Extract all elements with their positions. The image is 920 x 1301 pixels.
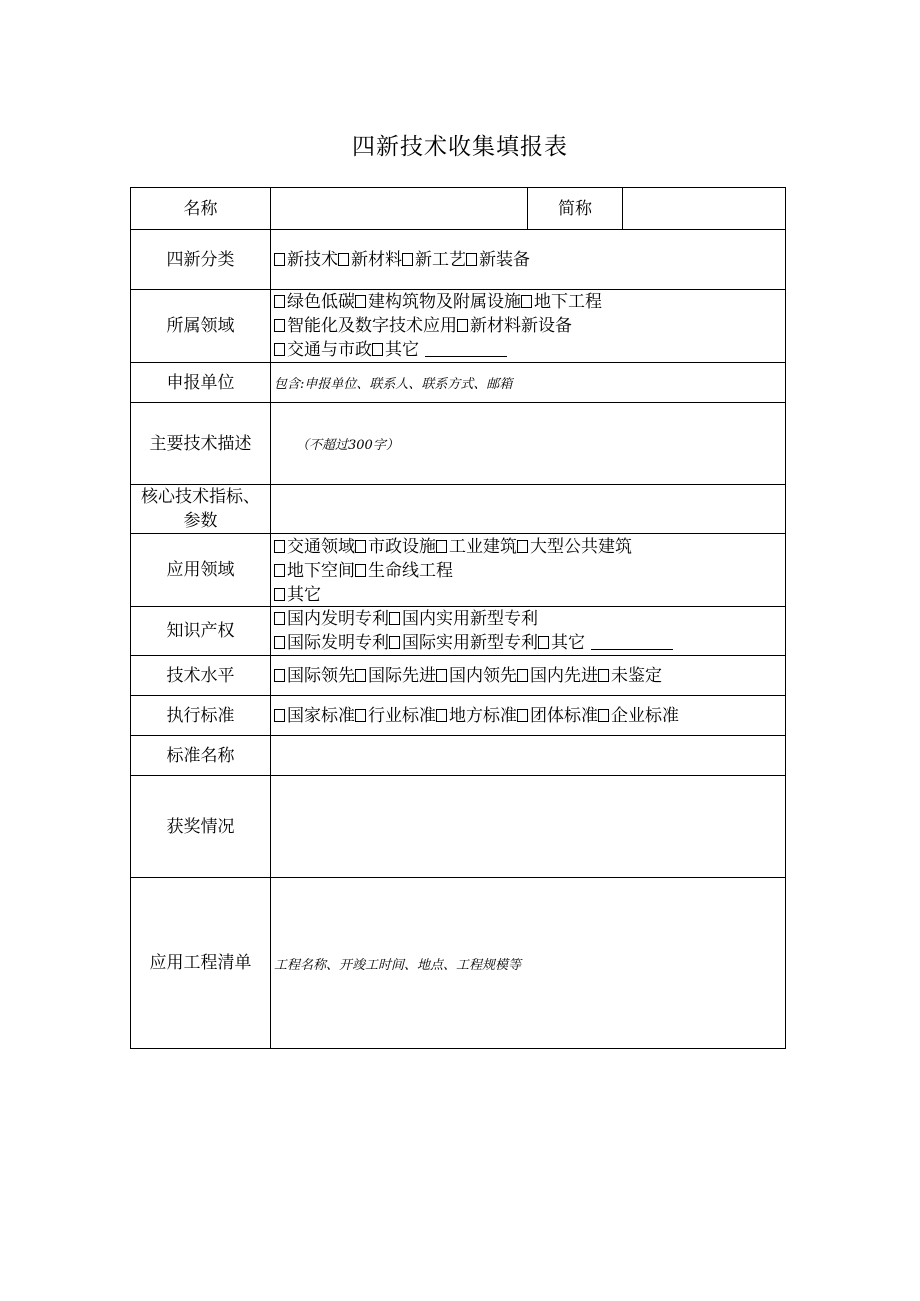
option-label: 大型公共建筑 xyxy=(530,537,632,557)
option-label: 国际先进 xyxy=(368,665,436,686)
row-ip xyxy=(131,607,786,656)
category-label: 四新分类 xyxy=(131,230,271,290)
checkbox-other-application[interactable] xyxy=(274,588,285,601)
checkbox-industrial[interactable] xyxy=(436,540,447,553)
checkbox-intl-advanced[interactable] xyxy=(355,669,366,682)
option-label: 其它 xyxy=(385,340,419,360)
option-label: 国内实用新型专利 xyxy=(402,609,538,629)
standard-name-label: 标准名称 xyxy=(131,736,271,776)
row-name xyxy=(131,188,786,230)
option-label: 国内领先 xyxy=(449,665,517,686)
application-field-label: 应用领域 xyxy=(131,534,271,607)
option-label: 其它 xyxy=(287,585,321,603)
checkbox-intl-leading[interactable] xyxy=(274,669,285,682)
checkbox-new-material-equipment[interactable] xyxy=(457,319,468,332)
option-label: 其它 xyxy=(551,633,585,653)
checkbox-domestic-advanced[interactable] xyxy=(517,669,528,682)
row-standard-name xyxy=(131,736,786,776)
awards-input-cell[interactable] xyxy=(271,776,786,878)
level-options xyxy=(271,656,786,696)
checkbox-domestic-leading[interactable] xyxy=(436,669,447,682)
indicators-input-cell[interactable] xyxy=(271,485,786,534)
checkbox-transport[interactable] xyxy=(274,540,285,553)
checkbox-green-low-carbon[interactable] xyxy=(274,295,285,308)
option-label: 国际领先 xyxy=(287,665,355,686)
row-awards xyxy=(131,776,786,878)
description-cell[interactable] xyxy=(271,403,786,485)
row-unit xyxy=(131,363,786,403)
checkbox-enterprise-standard[interactable] xyxy=(598,709,609,722)
checkbox-industry-standard[interactable] xyxy=(355,709,366,722)
checkbox-intl-invention[interactable] xyxy=(274,636,285,649)
level-label: 技术水平 xyxy=(131,656,271,696)
indicators-label-line2: 参数 xyxy=(183,511,218,531)
checkbox-lifeline[interactable] xyxy=(355,564,366,577)
standard-label: 执行标准 xyxy=(131,696,271,736)
checkbox-intl-utility[interactable] xyxy=(389,636,400,649)
option-label: 团体标准 xyxy=(530,705,598,726)
checkbox-underground[interactable] xyxy=(521,295,532,308)
checkbox-public-building[interactable] xyxy=(517,540,528,553)
option-label: 国际实用新型专利 xyxy=(402,633,538,653)
option-label: 交通与市政 xyxy=(287,340,372,360)
description-hint: （不超过300字） xyxy=(296,438,399,453)
checkbox-transport-municipal[interactable] xyxy=(274,343,285,356)
short-name-label: 简称 xyxy=(528,188,623,230)
application-field-options xyxy=(271,534,786,607)
checkbox-underground-space[interactable] xyxy=(274,564,285,577)
option-label: 智能化及数字技术应用 xyxy=(287,316,457,336)
row-level xyxy=(131,656,786,696)
option-label: 建构筑物及附属设施 xyxy=(368,292,521,312)
short-name-input-cell[interactable] xyxy=(623,188,786,230)
report-form-table xyxy=(130,187,786,1049)
standard-options xyxy=(271,696,786,736)
field-label: 所属领域 xyxy=(131,290,271,363)
unit-label: 申报单位 xyxy=(131,363,271,403)
ip-options xyxy=(271,607,786,656)
name-input-cell[interactable] xyxy=(271,188,528,230)
checkbox-new-equipment[interactable] xyxy=(466,253,477,266)
checkbox-municipal[interactable] xyxy=(355,540,366,553)
checkbox-other-ip[interactable] xyxy=(538,636,549,649)
option-label: 国际发明专利 xyxy=(287,633,389,653)
field-options xyxy=(271,290,786,363)
name-label: 名称 xyxy=(131,188,271,230)
checkbox-domestic-utility[interactable] xyxy=(389,612,400,625)
checkbox-local-standard[interactable] xyxy=(436,709,447,722)
option-label: 新材料新设备 xyxy=(470,316,572,336)
row-field xyxy=(131,290,786,363)
checkbox-domestic-invention[interactable] xyxy=(274,612,285,625)
option-label: 未鉴定 xyxy=(611,665,662,686)
option-label: 新工艺 xyxy=(415,249,466,270)
category-options xyxy=(271,230,786,290)
other-field-blank[interactable] xyxy=(425,342,507,357)
checkbox-national-standard[interactable] xyxy=(274,709,285,722)
indicators-label-line1: 核心技术指标、 xyxy=(141,487,260,507)
projects-label: 应用工程清单 xyxy=(131,878,271,1049)
row-standard xyxy=(131,696,786,736)
option-label: 市政设施 xyxy=(368,537,436,557)
unit-hint[interactable]: 包含:申报单位、联系人、联系方式、邮箱 xyxy=(271,363,786,403)
standard-name-input-cell[interactable] xyxy=(271,736,786,776)
checkbox-new-tech[interactable] xyxy=(274,253,285,266)
option-label: 企业标准 xyxy=(611,705,679,726)
row-indicators xyxy=(131,485,786,534)
option-label: 国内发明专利 xyxy=(287,609,389,629)
row-description xyxy=(131,403,786,485)
form-title: 四新技术收集填报表 xyxy=(352,134,568,160)
option-label: 地方标准 xyxy=(449,705,517,726)
checkbox-new-process[interactable] xyxy=(402,253,413,266)
option-label: 生命线工程 xyxy=(368,561,453,581)
description-label: 主要技术描述 xyxy=(131,403,271,485)
option-label: 交通领域 xyxy=(287,537,355,557)
row-application-field xyxy=(131,534,786,607)
option-label: 地下工程 xyxy=(534,292,602,312)
projects-hint[interactable]: 工程名称、开竣工时间、地点、工程规模等 xyxy=(271,878,786,1049)
option-label: 国家标准 xyxy=(287,705,355,726)
checkbox-new-material[interactable] xyxy=(338,253,349,266)
checkbox-buildings[interactable] xyxy=(355,295,366,308)
option-label: 新装备 xyxy=(479,249,530,270)
checkbox-digital-tech[interactable] xyxy=(274,319,285,332)
option-label: 绿色低碳 xyxy=(287,292,355,312)
indicators-label xyxy=(131,485,271,534)
option-label: 行业标准 xyxy=(368,705,436,726)
awards-label: 获奖情况 xyxy=(131,776,271,878)
option-label: 地下空间 xyxy=(287,561,355,581)
checkbox-other-field[interactable] xyxy=(372,343,383,356)
row-projects xyxy=(131,878,786,1049)
row-category xyxy=(131,230,786,290)
checkbox-not-appraised[interactable] xyxy=(598,669,609,682)
option-label: 新材料 xyxy=(351,249,402,270)
other-ip-blank[interactable] xyxy=(591,635,673,650)
option-label: 国内先进 xyxy=(530,665,598,686)
option-label: 工业建筑 xyxy=(449,537,517,557)
option-label: 新技术 xyxy=(287,249,338,270)
checkbox-group-standard[interactable] xyxy=(517,709,528,722)
ip-label: 知识产权 xyxy=(131,607,271,656)
